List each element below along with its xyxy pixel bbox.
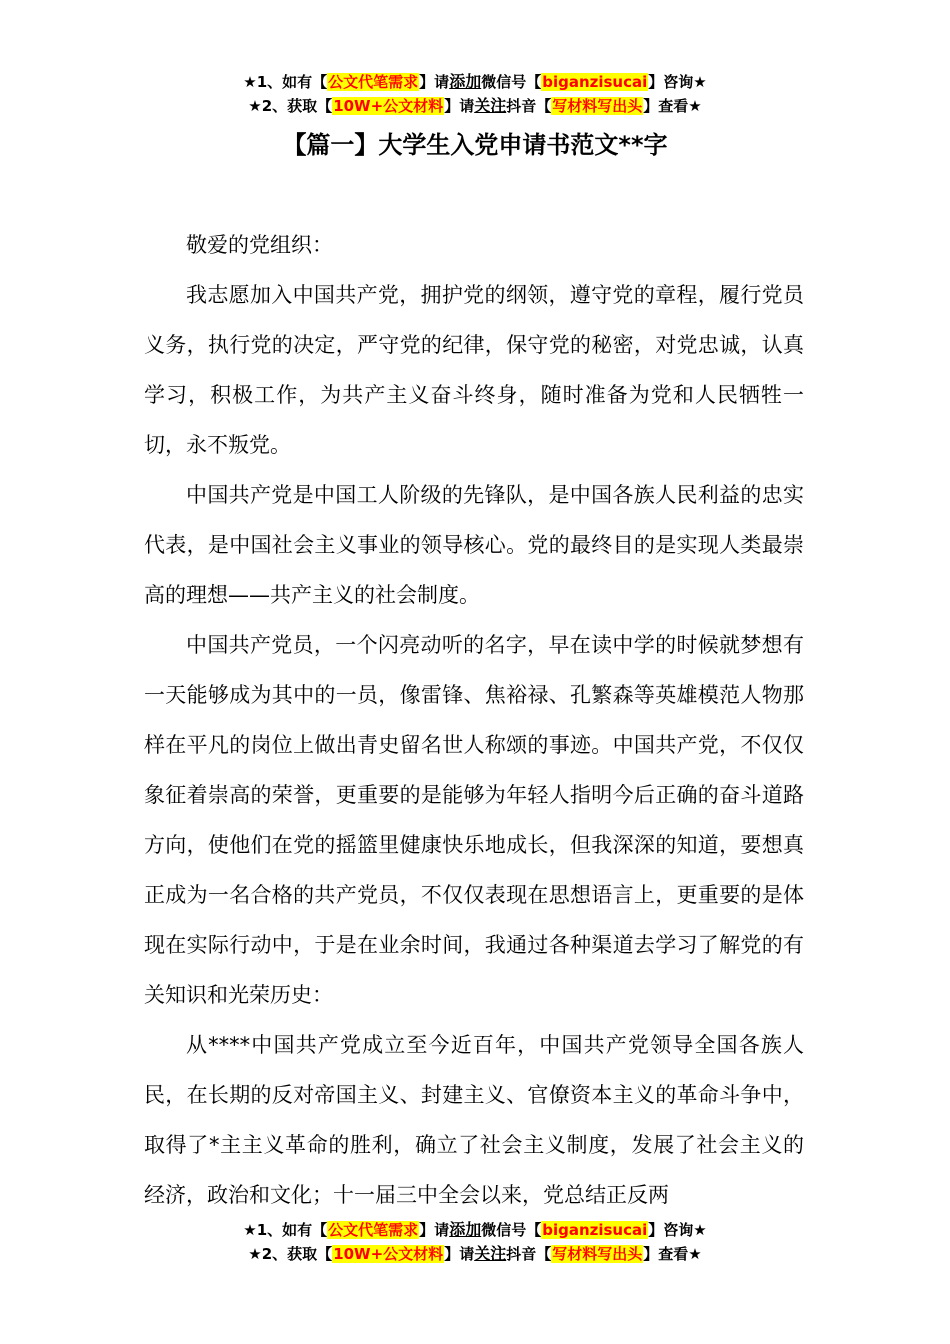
banner-text: 】查看★ [643, 1245, 702, 1263]
wechat-id: biganzisucai [542, 1221, 648, 1239]
banner-text: 】请 [419, 1221, 450, 1239]
highlighted-materials-label: 10W+公文材料 [333, 97, 444, 115]
body-paragraph: 中国共产党是中国工人阶级的先锋队，是中国各族人民利益的忠实代表，是中国社会主义事业的领导核心。党的最终目的是实现人类最崇高的理想——共产主义的社会制度。 [144, 483, 804, 607]
highlighted-materials-label: 10W+公文材料 [333, 1245, 444, 1263]
body-paragraph: 从****中国共产党成立至今近百年，中国共产党领导全国各族人民，在长期的反对帝国主义、封建主义、官僚资本主义的革命斗争中，取得了*主主义革命的胜利，确立了社会主义制度，发展了社会主义的经济，政治和文化；十一届三中全会以来，党总结正反两 [144, 1033, 804, 1207]
banner-text: 微信号【 [481, 1221, 542, 1239]
banner-text: 抖音【 [506, 1245, 552, 1263]
banner-line-2 [0, 94, 950, 118]
banner-text: ★1、如有【 [243, 1221, 328, 1239]
banner-emphasis: 添加 [449, 1220, 482, 1239]
banner-text: 】查看★ [643, 97, 702, 115]
body-paragraph: 中国共产党员，一个闪亮动听的名字，早在读中学的时候就梦想有一天能够成为其中的一员，像雷锋、焦裕禄、孔繁森等英雄模范人物那样在平凡的岗位上做出青史留名世人称颂的事迹。中国共产党，不仅仅象征着崇高的荣誉，更重要的是能够为年轻人指明今后正确的奋斗道路方向，使他们在党的摇篮里健康快乐地成长，但我深深的知道，要想真正成为一名合格的共产党员，不仅仅表现在思想语言上，更重要的是体现在实际行动中，于是在业余时间，我通过各种渠道去学习了解党的有关知识和光荣历史： [144, 633, 804, 1007]
douyin-account: 写材料写出头 [552, 1245, 643, 1263]
footer-banner [0, 1218, 950, 1266]
banner-text: 】咨询★ [648, 73, 707, 91]
banner-emphasis: 关注 [474, 96, 507, 115]
banner-text: 】咨询★ [648, 1221, 707, 1239]
banner-text: 抖音【 [506, 97, 552, 115]
banner-text: 】请 [444, 1245, 475, 1263]
document-body [144, 220, 804, 1220]
banner-emphasis: 添加 [449, 72, 482, 91]
banner-text: ★1、如有【 [243, 73, 328, 91]
document-title: 【篇一】大学生入党申请书范文**字 [282, 131, 668, 159]
banner-line-1 [0, 1218, 950, 1242]
banner-text: ★2、获取【 [248, 97, 333, 115]
highlighted-service-label: 公文代笔需求 [328, 73, 419, 91]
body-paragraph: 我志愿加入中国共产党，拥护党的纲领，遵守党的章程，履行党员义务，执行党的决定，严守党的纪律，保守党的秘密，对党忠诚，认真学习，积极工作，为共产主义奋斗终身，随时准备为党和人民牺牲一切，永不叛党。 [144, 283, 804, 457]
douyin-account: 写材料写出头 [552, 97, 643, 115]
banner-text: ★2、获取【 [248, 1245, 333, 1263]
header-banner [0, 70, 950, 118]
wechat-id: biganzisucai [542, 73, 648, 91]
banner-text: 】请 [444, 97, 475, 115]
highlighted-service-label: 公文代笔需求 [328, 1221, 419, 1239]
banner-text: 微信号【 [481, 73, 542, 91]
banner-emphasis: 关注 [474, 1244, 507, 1263]
banner-text: 】请 [419, 73, 450, 91]
banner-line-2 [0, 1242, 950, 1266]
banner-line-1 [0, 70, 950, 94]
salutation: 敬爱的党组织： [186, 233, 333, 257]
